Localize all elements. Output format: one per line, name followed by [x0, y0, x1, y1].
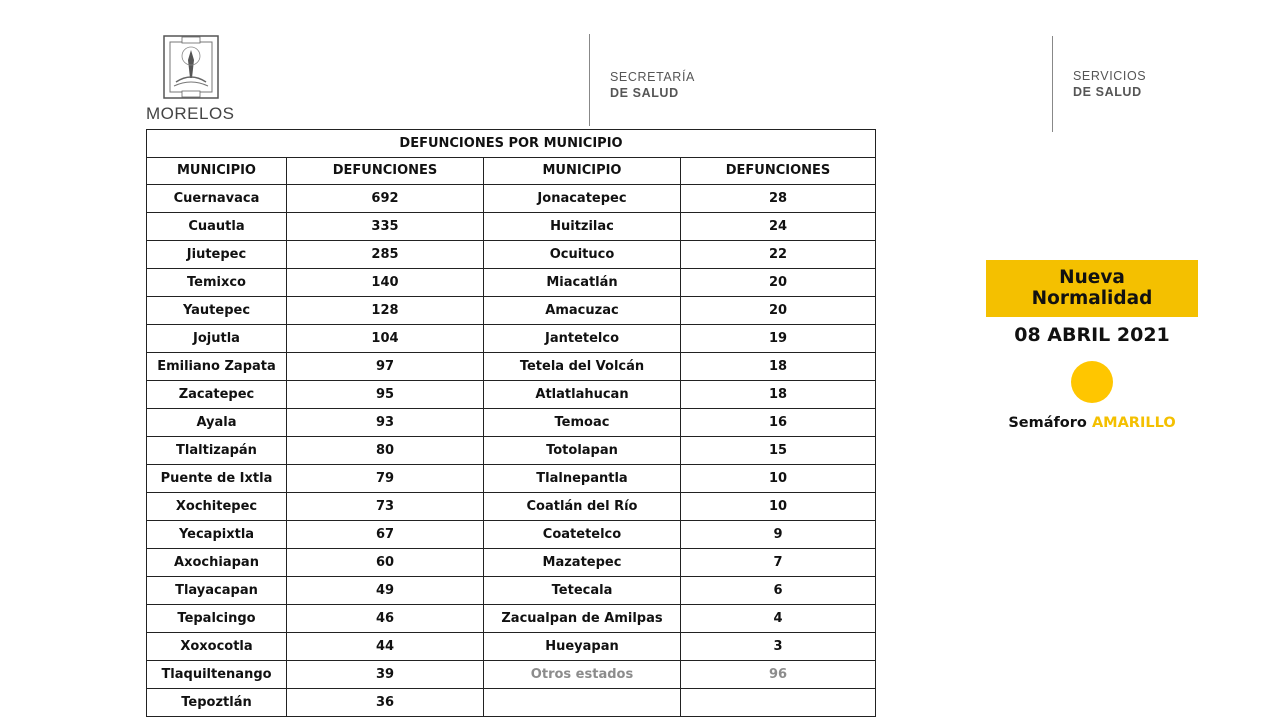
- table-row: [147, 521, 876, 549]
- deaths-cell: 20: [681, 297, 876, 325]
- table-row: [147, 437, 876, 465]
- deaths-cell: 44: [287, 632, 484, 660]
- morelos-logo: [146, 34, 246, 124]
- table-row: [147, 493, 876, 521]
- table-row: [147, 353, 876, 381]
- municipality-cell: Jonacatepec: [484, 185, 681, 213]
- deaths-cell: 20: [681, 269, 876, 297]
- municipality-cell: Ocuituco: [484, 241, 681, 269]
- table-row: [147, 325, 876, 353]
- deaths-cell: 80: [287, 437, 484, 465]
- agency-line1: SERVICIOS: [1073, 69, 1147, 83]
- deaths-cell: 79: [287, 465, 484, 493]
- deaths-cell: 95: [287, 381, 484, 409]
- table-row: [147, 241, 876, 269]
- municipality-cell: Axochiapan: [147, 548, 287, 576]
- municipality-cell: Mazatepec: [484, 548, 681, 576]
- municipality-cell: Tepoztlán: [147, 688, 287, 716]
- table-row: [147, 409, 876, 437]
- municipality-cell: Tlaquiltenango: [147, 660, 287, 688]
- deaths-cell: 6: [681, 576, 876, 604]
- municipality-cell: Jojutla: [147, 325, 287, 353]
- municipality-cell: Miacatlán: [484, 269, 681, 297]
- deaths-cell: 19: [681, 325, 876, 353]
- traffic-light-panel: [986, 260, 1198, 431]
- deaths-cell: 22: [681, 241, 876, 269]
- municipality-cell: Tetecala: [484, 576, 681, 604]
- deaths-cell: 15: [681, 437, 876, 465]
- deaths-cell: 49: [287, 576, 484, 604]
- municipality-cell: Coatetelco: [484, 521, 681, 549]
- semaforo-label: Semáforo: [1008, 415, 1087, 431]
- municipality-cell: [484, 688, 681, 716]
- municipality-cell: Zacatepec: [147, 381, 287, 409]
- column-header: MUNICIPIO: [484, 157, 681, 185]
- municipality-cell: Amacuzac: [484, 297, 681, 325]
- report-date: 08 ABRIL 2021: [1014, 324, 1170, 346]
- municipality-cell: Tepalcingo: [147, 604, 287, 632]
- deaths-cell: 140: [287, 269, 484, 297]
- municipality-cell: Zacualpan de Amilpas: [484, 604, 681, 632]
- municipality-cell: Yautepec: [147, 297, 287, 325]
- municipality-cell: Hueyapan: [484, 632, 681, 660]
- municipality-cell: Temixco: [147, 269, 287, 297]
- table-row: [147, 297, 876, 325]
- table-row: [147, 548, 876, 576]
- deaths-cell: 10: [681, 493, 876, 521]
- municipality-cell: Puente de Ixtla: [147, 465, 287, 493]
- municipality-cell: Coatlán del Río: [484, 493, 681, 521]
- divider-right: [1052, 36, 1053, 132]
- column-header: DEFUNCIONES: [681, 157, 876, 185]
- deaths-cell: 73: [287, 493, 484, 521]
- municipality-cell: Ayala: [147, 409, 287, 437]
- municipality-cell: Xoxocotla: [147, 632, 287, 660]
- table-row: [147, 185, 876, 213]
- municipality-cell: Tlayacapan: [147, 576, 287, 604]
- morelos-wordmark: MORELOS: [146, 104, 235, 123]
- municipality-cell: Temoac: [484, 409, 681, 437]
- agency-line1: SECRETARÍA: [610, 70, 695, 84]
- deaths-cell: 60: [287, 548, 484, 576]
- table-row: [147, 688, 876, 716]
- morelos-seal-icon: [162, 34, 220, 100]
- deaths-cell: 10: [681, 465, 876, 493]
- table-row: [147, 660, 876, 688]
- municipality-cell: Jiutepec: [147, 241, 287, 269]
- municipality-cell: Xochitepec: [147, 493, 287, 521]
- deaths-cell: 3: [681, 632, 876, 660]
- municipality-cell: Cuernavaca: [147, 185, 287, 213]
- deaths-cell: [681, 688, 876, 716]
- municipality-cell: Cuautla: [147, 213, 287, 241]
- table-row: [147, 632, 876, 660]
- deaths-cell: 9: [681, 521, 876, 549]
- table-row: [147, 604, 876, 632]
- table-row: [147, 465, 876, 493]
- deaths-cell: 97: [287, 353, 484, 381]
- deaths-cell: 16: [681, 409, 876, 437]
- deaths-cell: 39: [287, 660, 484, 688]
- deaths-cell: 28: [681, 185, 876, 213]
- deaths-cell: 46: [287, 604, 484, 632]
- deaths-cell: 36: [287, 688, 484, 716]
- table-row: [147, 269, 876, 297]
- deaths-cell: 18: [681, 353, 876, 381]
- municipality-cell: Tlalnepantla: [484, 465, 681, 493]
- column-header: MUNICIPIO: [147, 157, 287, 185]
- municipality-cell: Tetela del Volcán: [484, 353, 681, 381]
- municipality-cell: Tlaltizapán: [147, 437, 287, 465]
- deaths-cell: 285: [287, 241, 484, 269]
- deaths-cell: 128: [287, 297, 484, 325]
- deaths-cell: 96: [681, 660, 876, 688]
- divider-left: [589, 34, 590, 126]
- table-row: [147, 381, 876, 409]
- deaths-cell: 18: [681, 381, 876, 409]
- deaths-cell: 93: [287, 409, 484, 437]
- table-title: DEFUNCIONES POR MUNICIPIO: [147, 130, 876, 158]
- municipality-cell: Emiliano Zapata: [147, 353, 287, 381]
- deaths-by-municipality-table: [146, 129, 876, 717]
- semaforo-status: [986, 415, 1198, 431]
- deaths-cell: 7: [681, 548, 876, 576]
- municipality-cell: Atlatlahucan: [484, 381, 681, 409]
- table-row: [147, 213, 876, 241]
- municipality-cell: Jantetelco: [484, 325, 681, 353]
- semaforo-color-word: AMARILLO: [1091, 415, 1176, 431]
- municipality-cell: Otros estados: [484, 660, 681, 688]
- agency-line2: DE SALUD: [610, 86, 679, 100]
- municipality-cell: Yecapixtla: [147, 521, 287, 549]
- agency-line2: DE SALUD: [1073, 85, 1142, 99]
- nueva-normalidad-banner: Nueva Normalidad: [986, 260, 1198, 317]
- column-header: DEFUNCIONES: [287, 157, 484, 185]
- yellow-light-icon: [1071, 361, 1113, 403]
- deaths-cell: 67: [287, 521, 484, 549]
- deaths-cell: 24: [681, 213, 876, 241]
- deaths-cell: 4: [681, 604, 876, 632]
- municipality-cell: Totolapan: [484, 437, 681, 465]
- deaths-cell: 335: [287, 213, 484, 241]
- table-header-row: [147, 157, 876, 185]
- secretaria-de-salud-label: [610, 69, 695, 101]
- deaths-cell: 692: [287, 185, 484, 213]
- municipality-cell: Huitzilac: [484, 213, 681, 241]
- table-row: [147, 576, 876, 604]
- servicios-de-salud-label: [1073, 68, 1146, 100]
- deaths-cell: 104: [287, 325, 484, 353]
